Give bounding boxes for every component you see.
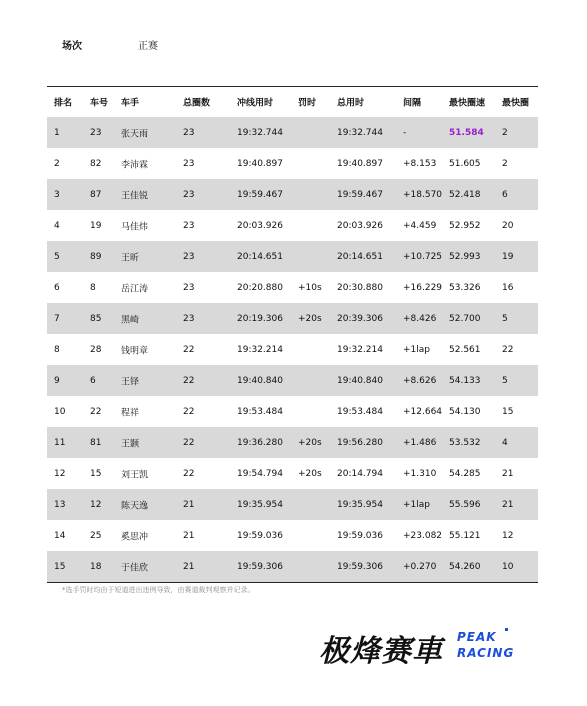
cell-finish-time: 20:20.880	[237, 282, 283, 293]
cell-fastest-lap: 52.993	[449, 251, 481, 262]
cell-finish-time: 19:36.280	[237, 437, 283, 448]
cell-gap: +4.459	[403, 220, 437, 231]
cell-fastest-lap-number: 16	[502, 282, 514, 293]
cell-driver: 王佳锐	[121, 191, 149, 201]
cell-laps: 23	[183, 251, 195, 262]
cell-position: 13	[54, 499, 66, 510]
cell-fastest-lap: 53.532	[449, 437, 481, 448]
cell-fastest-lap-number: 21	[502, 468, 514, 479]
cell-finish-time: 19:53.484	[237, 406, 283, 417]
cell-finish-time: 19:32.744	[237, 127, 283, 138]
cell-car-number: 28	[90, 344, 102, 355]
cell-fastest-lap: 55.121	[449, 530, 481, 541]
cell-fastest-lap: 54.130	[449, 406, 481, 417]
cell-fastest-lap: 52.561	[449, 344, 481, 355]
cell-fastest-lap-number: 19	[502, 251, 514, 262]
cell-driver: 王颢	[121, 439, 140, 449]
cell-gap: +1lap	[403, 499, 430, 510]
cell-fastest-lap-number: 10	[502, 561, 514, 572]
cell-position: 8	[54, 344, 60, 355]
cell-finish-time: 19:40.840	[237, 375, 283, 386]
cell-fastest-lap: 52.700	[449, 313, 481, 324]
cell-position: 3	[54, 189, 60, 200]
cell-position: 2	[54, 158, 60, 169]
cell-fastest-lap-number: 12	[502, 530, 514, 541]
cell-finish-time: 19:54.794	[237, 468, 283, 479]
cell-total-time: 20:14.794	[337, 468, 383, 479]
cell-car-number: 81	[90, 437, 102, 448]
cell-driver: 奚思冲	[121, 532, 149, 542]
column-header-gap: 间隔	[403, 98, 422, 109]
cell-total-time: 20:03.926	[337, 220, 383, 231]
logo-chinese-text: 极烽赛車	[319, 634, 443, 669]
table-row	[47, 427, 538, 458]
cell-total-time: 19:35.954	[337, 499, 383, 510]
cell-total-time: 19:59.306	[337, 561, 383, 572]
cell-laps: 23	[183, 313, 195, 324]
cell-car-number: 15	[90, 468, 102, 479]
cell-fastest-lap: 52.418	[449, 189, 481, 200]
column-header-total-time: 总用时	[337, 98, 365, 109]
cell-penalty: +20s	[298, 313, 322, 324]
cell-driver: 陈天逸	[121, 501, 149, 511]
cell-car-number: 82	[90, 158, 102, 169]
column-header-fastest-lap: 最快圈速	[449, 98, 486, 109]
cell-gap: +1lap	[403, 344, 430, 355]
table-row	[47, 396, 538, 427]
table-row	[47, 365, 538, 396]
cell-position: 7	[54, 313, 60, 324]
cell-laps: 23	[183, 127, 195, 138]
cell-gap: +8.626	[403, 375, 437, 386]
cell-penalty: +20s	[298, 468, 322, 479]
cell-driver: 马佳炜	[121, 222, 149, 232]
cell-total-time: 19:59.467	[337, 189, 383, 200]
table-row	[47, 210, 538, 241]
cell-fastest-lap: 54.133	[449, 375, 481, 386]
table-header-row	[47, 87, 538, 117]
cell-gap: +10.725	[403, 251, 443, 262]
cell-gap: +16.229	[403, 282, 443, 293]
column-header-car-number: 车号	[90, 98, 109, 109]
cell-total-time: 20:14.651	[337, 251, 383, 262]
cell-driver: 岳江涛	[121, 284, 149, 294]
cell-total-time: 19:53.484	[337, 406, 383, 417]
table-row	[47, 117, 538, 148]
cell-car-number: 25	[90, 530, 102, 541]
brand-logo	[319, 626, 519, 669]
cell-fastest-lap-number: 5	[502, 313, 508, 324]
table-body	[47, 117, 538, 582]
cell-position: 14	[54, 530, 66, 541]
cell-gap: +8.426	[403, 313, 437, 324]
table-row	[47, 551, 538, 582]
column-header-fastest-lap-number: 最快圈	[502, 98, 530, 109]
cell-finish-time: 19:59.036	[237, 530, 283, 541]
cell-fastest-lap: 54.285	[449, 468, 481, 479]
cell-total-time: 19:32.214	[337, 344, 383, 355]
cell-fastest-lap: 51.584	[449, 127, 484, 138]
cell-total-time: 20:30.880	[337, 282, 383, 293]
cell-fastest-lap-number: 2	[502, 158, 508, 169]
cell-gap: +23.082	[403, 530, 443, 541]
cell-gap: +12.664	[403, 406, 443, 417]
cell-total-time: 19:59.036	[337, 530, 383, 541]
table-row	[47, 272, 538, 303]
cell-fastest-lap-number: 5	[502, 375, 508, 386]
cell-total-time: 20:39.306	[337, 313, 383, 324]
cell-finish-time: 19:32.214	[237, 344, 283, 355]
table-row	[47, 489, 538, 520]
cell-finish-time: 20:14.651	[237, 251, 283, 262]
cell-fastest-lap: 54.260	[449, 561, 481, 572]
cell-car-number: 22	[90, 406, 102, 417]
logo-english-line2: RACING	[457, 646, 515, 660]
cell-penalty: +10s	[298, 282, 322, 293]
cell-position: 11	[54, 437, 66, 448]
cell-driver: 王昕	[121, 253, 140, 263]
cell-fastest-lap-number: 21	[502, 499, 514, 510]
cell-car-number: 87	[90, 189, 102, 200]
cell-finish-time: 19:59.467	[237, 189, 283, 200]
cell-finish-time: 19:35.954	[237, 499, 283, 510]
logo-accent-dot	[505, 628, 508, 631]
cell-gap: +8.153	[403, 158, 437, 169]
cell-driver: 王铎	[121, 377, 140, 387]
cell-position: 10	[54, 406, 66, 417]
cell-car-number: 89	[90, 251, 102, 262]
cell-fastest-lap-number: 2	[502, 127, 508, 138]
cell-fastest-lap-number: 6	[502, 189, 508, 200]
cell-laps: 23	[183, 220, 195, 231]
cell-position: 1	[54, 127, 60, 138]
table-row	[47, 334, 538, 365]
cell-laps: 23	[183, 282, 195, 293]
cell-fastest-lap: 51.605	[449, 158, 481, 169]
cell-fastest-lap: 55.596	[449, 499, 481, 510]
cell-total-time: 19:56.280	[337, 437, 383, 448]
cell-position: 4	[54, 220, 60, 231]
cell-driver: 于佳欣	[121, 563, 149, 573]
table-row	[47, 148, 538, 179]
results-table	[47, 86, 538, 583]
cell-laps: 21	[183, 499, 195, 510]
cell-car-number: 85	[90, 313, 102, 324]
cell-driver: 刘王凯	[121, 470, 149, 480]
cell-gap: +18.570	[403, 189, 443, 200]
column-header-finish-time: 冲线用时	[237, 98, 274, 109]
cell-driver: 钱明章	[121, 346, 149, 356]
column-header-laps: 总圈数	[183, 98, 211, 109]
cell-driver: 程祥	[121, 408, 140, 418]
cell-car-number: 18	[90, 561, 102, 572]
cell-total-time: 19:40.840	[337, 375, 383, 386]
cell-laps: 23	[183, 158, 195, 169]
cell-laps: 23	[183, 189, 195, 200]
cell-position: 6	[54, 282, 60, 293]
cell-position: 15	[54, 561, 66, 572]
table-row	[47, 458, 538, 489]
cell-finish-time: 19:59.306	[237, 561, 283, 572]
cell-position: 5	[54, 251, 60, 262]
cell-laps: 22	[183, 344, 195, 355]
cell-laps: 22	[183, 406, 195, 417]
cell-gap: +1.486	[403, 437, 437, 448]
cell-driver: 李沛霖	[121, 160, 149, 170]
table-row	[47, 179, 538, 210]
cell-position: 12	[54, 468, 66, 479]
cell-car-number: 12	[90, 499, 102, 510]
cell-total-time: 19:32.744	[337, 127, 383, 138]
logo-english-line1: PEAK	[457, 630, 497, 644]
cell-penalty: +20s	[298, 437, 322, 448]
column-header-driver: 车手	[121, 98, 140, 109]
cell-position: 9	[54, 375, 60, 386]
cell-finish-time: 19:40.897	[237, 158, 283, 169]
table-row	[47, 303, 538, 334]
cell-gap: -	[403, 127, 407, 138]
cell-car-number: 8	[90, 282, 96, 293]
cell-finish-time: 20:03.926	[237, 220, 283, 231]
cell-fastest-lap-number: 20	[502, 220, 514, 231]
cell-fastest-lap: 53.326	[449, 282, 481, 293]
cell-fastest-lap: 52.952	[449, 220, 481, 231]
footnote: *选手罚时均由于短道进出违例导致，由赛道裁判观察并记录。	[62, 586, 255, 594]
cell-laps: 22	[183, 437, 195, 448]
cell-fastest-lap-number: 22	[502, 344, 514, 355]
cell-laps: 22	[183, 468, 195, 479]
cell-laps: 22	[183, 375, 195, 386]
session-value: 正赛	[138, 41, 158, 52]
cell-fastest-lap-number: 4	[502, 437, 508, 448]
cell-total-time: 19:40.897	[337, 158, 383, 169]
cell-laps: 21	[183, 561, 195, 572]
cell-car-number: 23	[90, 127, 102, 138]
session-label: 场次	[62, 41, 82, 52]
table-row	[47, 520, 538, 551]
cell-gap: +0.270	[403, 561, 437, 572]
cell-car-number: 6	[90, 375, 96, 386]
table-row	[47, 241, 538, 272]
cell-driver: 张天雨	[121, 129, 149, 139]
column-header-penalty: 罚时	[298, 98, 317, 109]
cell-gap: +1.310	[403, 468, 437, 479]
cell-car-number: 19	[90, 220, 102, 231]
cell-laps: 21	[183, 530, 195, 541]
cell-driver: 黑崎	[121, 315, 140, 325]
cell-finish-time: 20:19.306	[237, 313, 283, 324]
column-header-position: 排名	[54, 98, 73, 109]
cell-fastest-lap-number: 15	[502, 406, 514, 417]
